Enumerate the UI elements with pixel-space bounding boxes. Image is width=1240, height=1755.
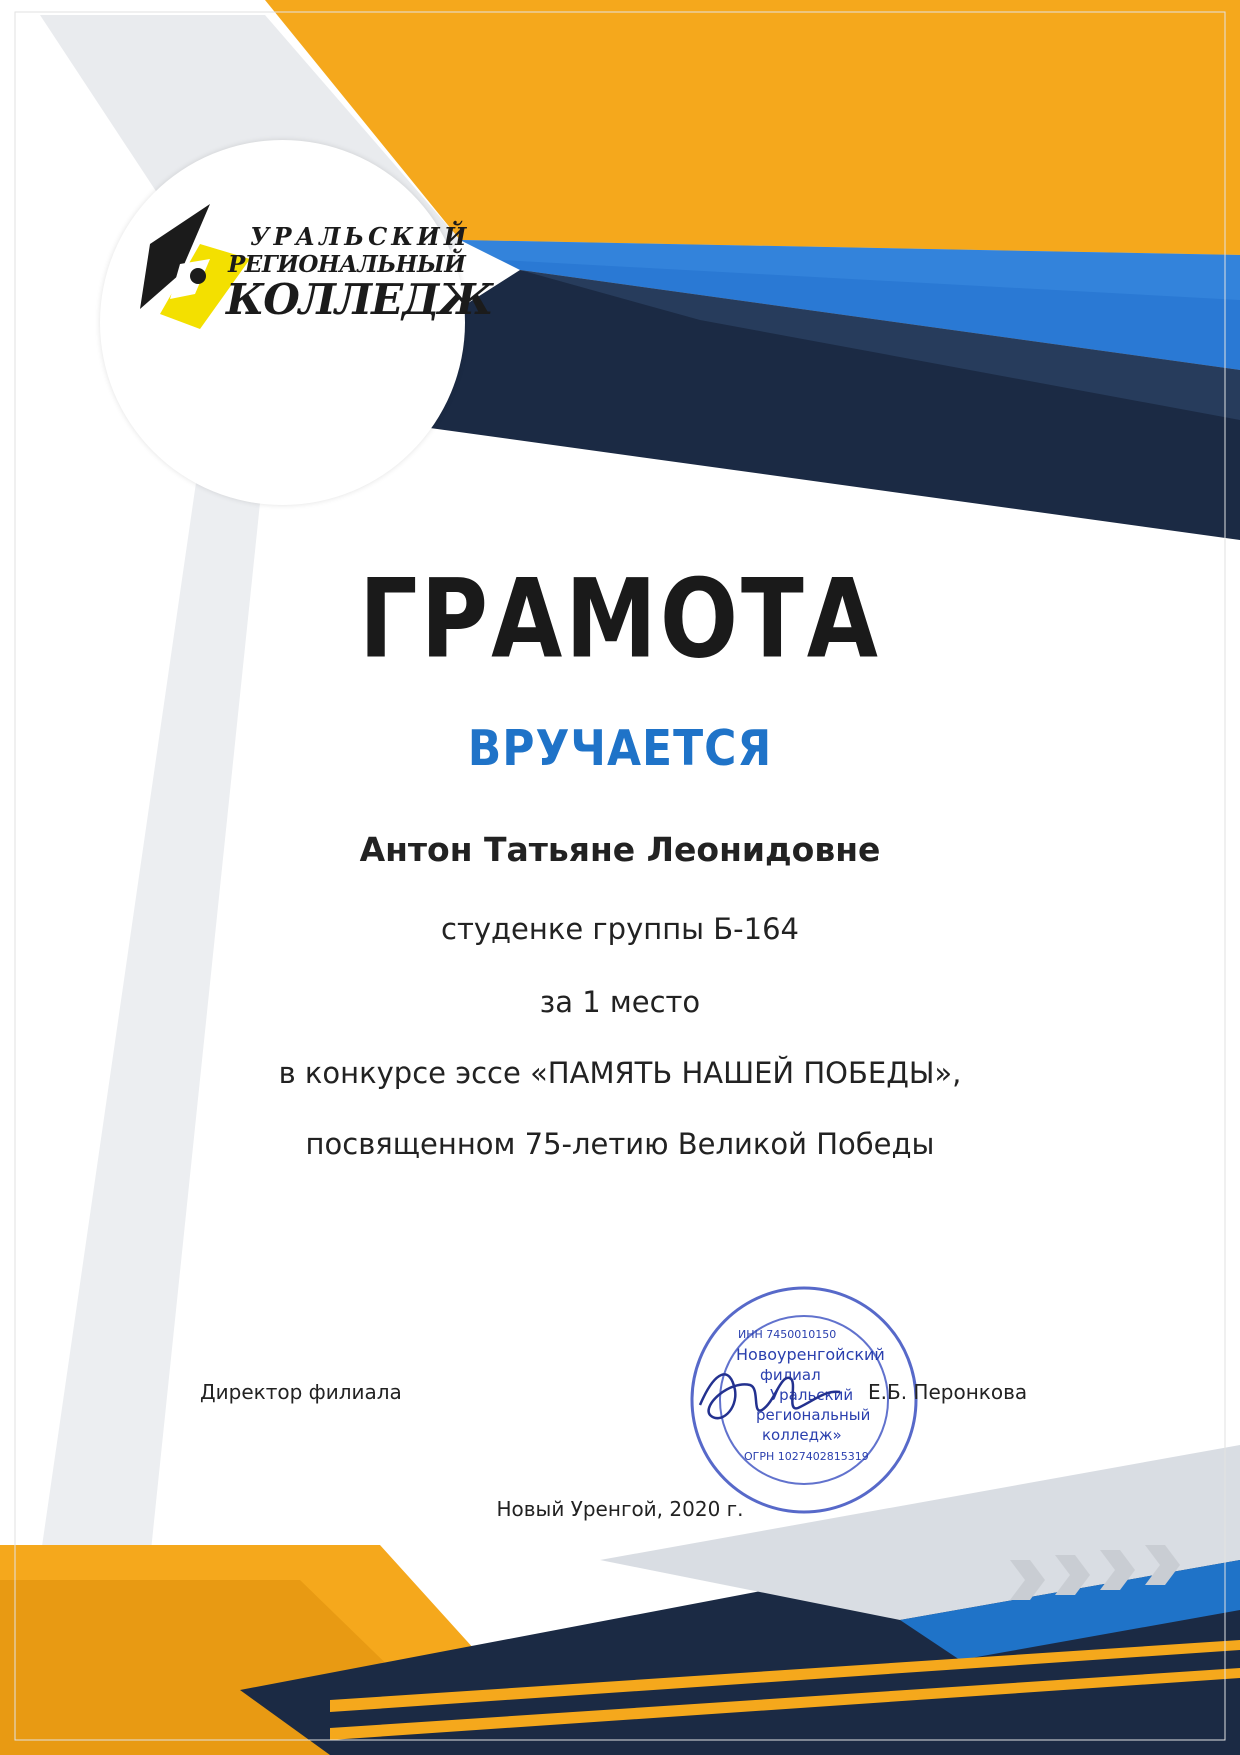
stamp-inn: ИНН 7450010150 xyxy=(738,1328,837,1341)
contest-dedication: посвященном 75-летию Великой Победы xyxy=(305,1127,935,1161)
signer-name: Е.Б. Перонкова xyxy=(868,1380,1028,1404)
place-and-date: Новый Уренгой, 2020 г. xyxy=(496,1497,744,1521)
stamp-line-3: филиал xyxy=(760,1366,821,1384)
logo-line-3: КОЛЛЕДЖ xyxy=(226,275,493,324)
certificate-title: ГРАМОТА xyxy=(359,556,881,683)
stamp-line-2: Новоуренгойский xyxy=(736,1345,885,1364)
stamp-line-5: региональный xyxy=(756,1406,871,1424)
certificate-subtitle: ВРУЧАЕТСЯ xyxy=(467,720,773,778)
signer-position: Директор филиала xyxy=(200,1380,402,1404)
handwritten-signature-icon xyxy=(690,1360,850,1430)
stamp-line-4: Уральский xyxy=(770,1386,854,1404)
award-place: за 1 место xyxy=(539,985,701,1019)
recipient-name: Антон Татьяне Леонидовне xyxy=(359,830,881,869)
logo-line-1: УРАЛЬСКИЙ xyxy=(250,222,471,251)
logo-line-2: РЕГИОНАЛЬНЫЙ xyxy=(228,251,466,278)
stamp-ogrn: ОГРН 1027402815319 xyxy=(744,1450,869,1463)
contest-name: в конкурсе эссе «ПАМЯТЬ НАШЕЙ ПОБЕДЫ», xyxy=(278,1056,962,1090)
stamp-line-6: колледж» xyxy=(762,1426,842,1444)
recipient-group: студенке группы Б-164 xyxy=(441,912,799,946)
